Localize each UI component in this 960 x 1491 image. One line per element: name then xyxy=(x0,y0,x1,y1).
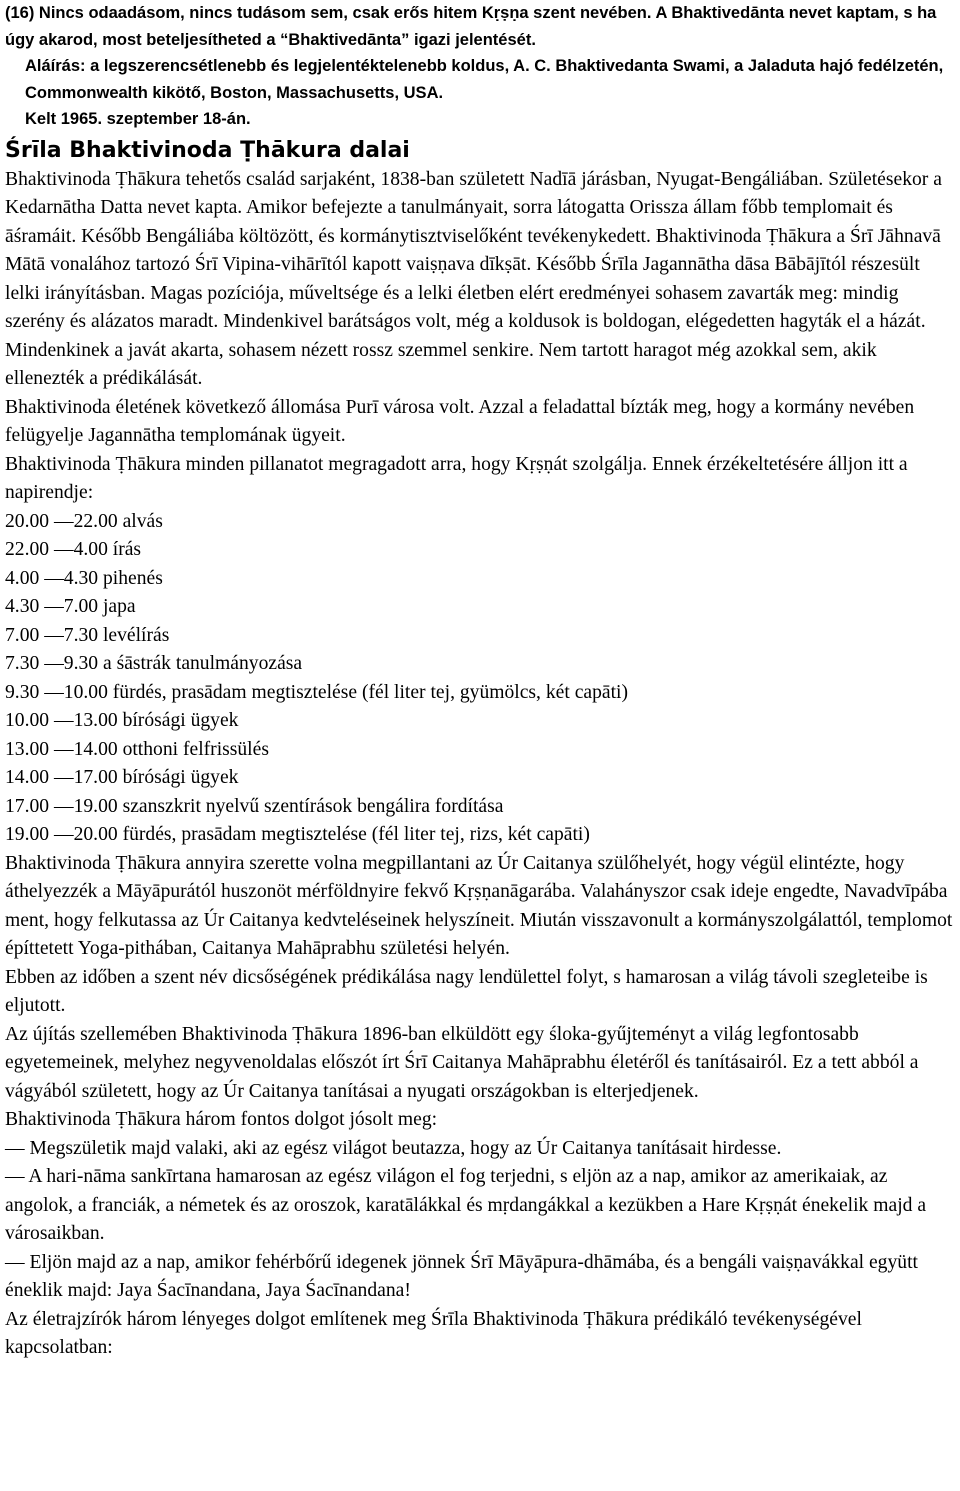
document-page xyxy=(5,0,955,1363)
schedule-item: 4.00 —4.30 pihenés xyxy=(5,567,163,589)
schedule-item: 9.30 —10.00 fürdés, prasādam megtisztelése (fél liter tej, gyümölcs, két capāti) xyxy=(5,681,628,703)
paragraph-mayapur: Bhaktivinoda Ṭhākura annyira szerette volna megpillantani az Úr Caitanya szülőhelyét, hogy végül elintézte, hogy áthelyezzék a Māyāpurától huszonöt mérföldnyire fekvő Kṛṣṇanāgarába. Valahányszor csak ideje engedte, Navadvīpába ment, hogy felkutassa az Úr Caitanya kedvteléseinek helyszíneit. Miután visszavonult a kormányszolgálattól, templomot építtetett Yoga-pithában, Caitanya Mahāprabhu születési helyén. xyxy=(5,852,953,959)
paragraph-schedule-intro: Bhaktivinoda Ṭhākura minden pillanatot megragadott arra, hogy Kṛṣṇát szolgálja. Ennek érzékeltetésére álljon itt a napirendje: xyxy=(5,453,908,503)
schedule-item: 7.00 —7.30 levélírás xyxy=(5,624,170,646)
paragraph-birth: Bhaktivinoda Ṭhākura tehetős család sarjaként, 1838-ban született Nadīā járásban, Nyugat-Bengáliában. Születésekor a Kedarnātha Datta nevet kapta. Amikor befejezte a tanulmányait, sorra látogatta Orissza állam főbb templomait és āśramáit. Később Bengáliába költözött, és kormánytisztviselőként tevékenykedett. Bhaktivinoda Ṭhākura a Śrī Jāhnavā Mātā vonalához tartozó Śrī Vipina-vihārītól kapott vaiṣṇava dīkṣāt. Később Śrīla Jagannātha dāsa Bābājītól részesült lelki irányításban. Magas pozíciója, műveltsége és a lelki életben elért eredményei sohasem zavarták meg: mindig szerény és alázatos maradt. Mindenkivel barátságos volt, még a koldusok is boldogan, elégedetten hagyták el a házát. Mindenkinek a javát akarta, sohasem nézett rossz szemmel senkire. Nem tartott haragot még azokkal sem, akik ellenezték a prédikálását. xyxy=(5,168,942,389)
schedule-item: 7.30 —9.30 a śāstrák tanulmányozása xyxy=(5,653,303,674)
paragraph-sloka-collection: Az újítás szellemében Bhaktivinoda Ṭhākura 1896-ban elküldött egy śloka-gyűjteményt a világ legfontosabb egyetemeinek, melyhez negyvenoldalas előszót írt Śrī Caitanya Mahāprabhu életéről és tanításairól. Ez a tett abból a vágyából született, hogy az Úr Caitanya tanításai a nyugati országokban is elterjedjenek. xyxy=(5,1023,919,1102)
schedule-item: 10.00 —13.00 bírósági ügyek xyxy=(5,710,239,731)
intro-verse-16: (16) Nincs odaadásom, nincs tudásom sem, csak erős hitem Kṛṣṇa szent nevében. A Bhaktivedānta nevet kaptam, s ha úgy akarod, most beteljesítheted a “Bhaktivedānta” igazi jelentését. xyxy=(5,4,937,49)
paragraph-puri: Bhaktivinoda életének következő állomása Purī városa volt. Azzal a feladattal bízták meg, hogy a kormány nevében felügyelje Jagannātha templomának ügyeit. xyxy=(5,396,915,446)
intro-date: Kelt 1965. szeptember 18-án. xyxy=(25,110,251,128)
schedule-item: 13.00 —14.00 otthoni felfrissülés xyxy=(5,738,269,760)
schedule-item: 14.00 —17.00 bírósági ügyek xyxy=(5,767,239,788)
paragraph-prophecies-intro: Bhaktivinoda Ṭhākura három fontos dolgot jósolt meg: xyxy=(5,1109,438,1130)
body-text xyxy=(5,166,955,1363)
prophecy-item: — A hari-nāma sankīrtana hamarosan az egész világon el fog terjedni, s eljön az a nap, amikor az amerikaiak, az angolok, a franciák, a németek és az oroszok, karatālákkal és mṛdangákkal a kezükben a Hare Kṛṣṇát énekelik majd a városaikban. xyxy=(5,1166,927,1244)
paragraph-holy-name: Ebben az időben a szent név dicsőségének prédikálása nagy lendülettel folyt, s hamarosan a világ távoli szegleteibe is eljutott. xyxy=(5,966,928,1016)
section-heading: Śrīla Bhaktivinoda Ṭhākura dalai xyxy=(5,137,410,163)
intro-block xyxy=(5,0,955,133)
schedule-item: 17.00 —19.00 szanszkrit nyelvű szentírások bengálira fordítása xyxy=(5,795,504,817)
schedule-item: 4.30 —7.00 japa xyxy=(5,596,136,617)
prophecy-item: — Megszületik majd valaki, aki az egész világot beutazza, hogy az Úr Caitanya tanításait hirdesse. xyxy=(5,1137,782,1159)
daily-schedule-list xyxy=(5,508,955,850)
prophecy-item: — Eljön majd az a nap, amikor fehérbőrű idegenek jönnek Śrī Māyāpura-dhāmába, és a bengáli vaiṣṇavákkal együtt éneklik majd: Jaya Śacīnandana, Jaya Śacīnandana! xyxy=(5,1251,918,1301)
intro-signature: Aláírás: a legszerencsétlenebb és legjelentéktelenebb koldus, A. C. Bhaktivedanta Swami, a Jaladuta hajó fedélzetén, Commonwealth kikötő, Boston, Massachusetts, USA. xyxy=(25,57,944,102)
schedule-item: 20.00 —22.00 alvás xyxy=(5,510,163,532)
paragraph-biographers: Az életrajzírók három lényeges dolgot említenek meg Śrīla Bhaktivinoda Ṭhākura prédikáló tevékenységével kapcsolatban: xyxy=(5,1308,862,1358)
schedule-item: 22.00 —4.00 írás xyxy=(5,539,142,560)
schedule-item: 19.00 —20.00 fürdés, prasādam megtisztelése (fél liter tej, rizs, két capāti) xyxy=(5,824,590,845)
